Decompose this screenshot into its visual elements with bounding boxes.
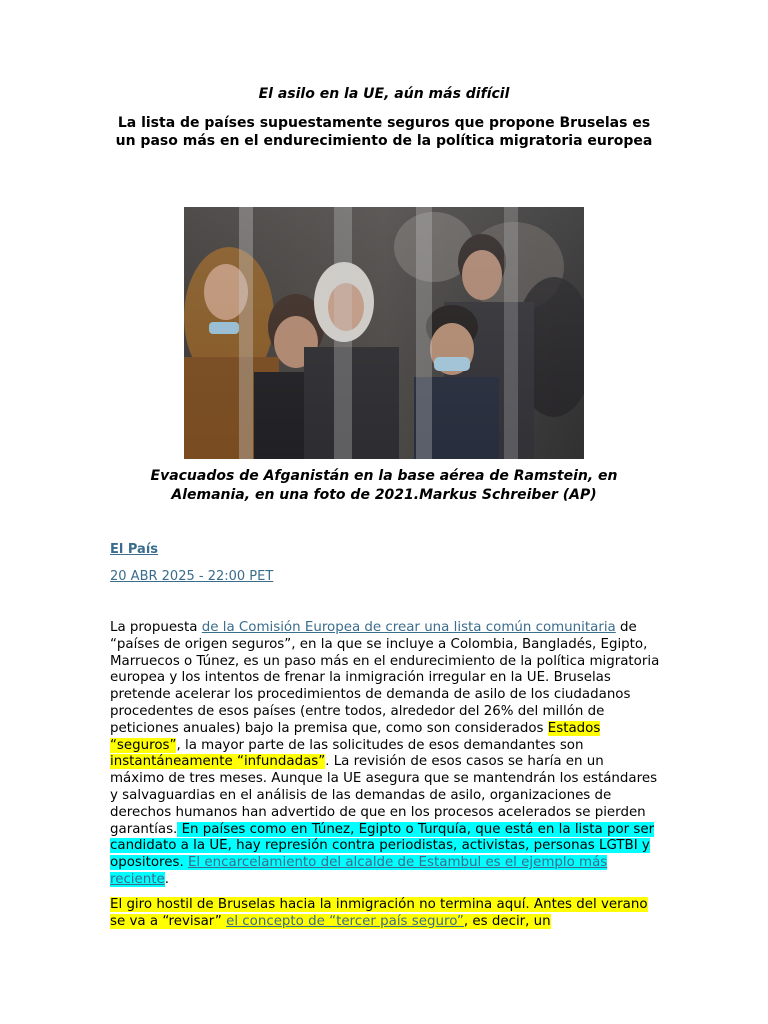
highlight-safe-states: Estados “seguros” xyxy=(110,720,601,753)
article-kicker: El asilo en la UE, aún más difícil xyxy=(258,86,510,102)
publish-date-link[interactable]: 20 ABR 2025 - 22:00 PET xyxy=(110,569,274,584)
commission-proposal-link[interactable]: de la Comisión Europea de crear una lista común comunitaria xyxy=(201,620,616,635)
highlight-repression: En países como en Túnez, Egipto o Turquía, que está en la lista por ser candidato a la UE, hay represión contra periodistas, activistas, personas LGTBI y opositores. xyxy=(110,821,655,871)
photo-caption: Evacuados de Afganistán en la base aérea de Ramstein, en Alemania, en una foto de 2021.Markus Schreiber (AP) xyxy=(150,468,618,503)
p2-highlight-2: , es decir, un xyxy=(463,913,551,929)
paragraph-2 xyxy=(110,897,660,931)
p1-text-5: . xyxy=(164,871,170,887)
source-link[interactable]: El País xyxy=(110,542,159,557)
p1-text-3: , la mayor parte de las solicitudes de esos demandantes son xyxy=(176,737,584,753)
article-body xyxy=(110,620,660,930)
istanbul-mayor-link[interactable]: El encarcelamiento del alcalde de Estambul es el ejemplo más reciente xyxy=(110,855,608,887)
p1-text-4: . La revisión de esos casos se haría en un máximo de tres meses. Aunque la UE asegura que se mantendrán los estándares y salvaguardias en el análisis de las demandas de asilo, organizaciones de derechos humanos han advertido de que en los procesos acelerados se pierden garantías. xyxy=(110,754,658,837)
article-photo xyxy=(184,207,584,459)
p2-highlight-1: El giro hostil de Bruselas hacia la inmigración no termina aquí. Antes del verano se va a “revisar” xyxy=(110,896,648,929)
paragraph-1 xyxy=(110,620,660,889)
evacuees-photo-image xyxy=(184,207,584,459)
article-headline: La lista de países supuestamente seguros que propone Bruselas es un paso más en el endurecimiento de la política migratoria europea xyxy=(115,115,653,149)
p1-text-1: La propuesta xyxy=(110,620,202,635)
p1-text-2: de “países de origen seguros”, en la que se incluye a Colombia, Bangladés, Egipto, Marruecos o Túnez, es un paso más en el endurecimiento de la política migratoria europea y los intentos de frenar la inmigración irregular en la UE. Bruselas pretende acelerar los procedimientos de demanda de asilo de los ciudadanos procedentes de esos países (entre todos, alrededor del 26% del millón de peticiones anuales) bajo la premisa que, como son considerados xyxy=(110,620,660,736)
third-safe-country-link[interactable]: el concepto de “tercer país seguro” xyxy=(226,913,464,929)
highlight-unfounded: instantáneamente “infundadas” xyxy=(110,754,326,770)
